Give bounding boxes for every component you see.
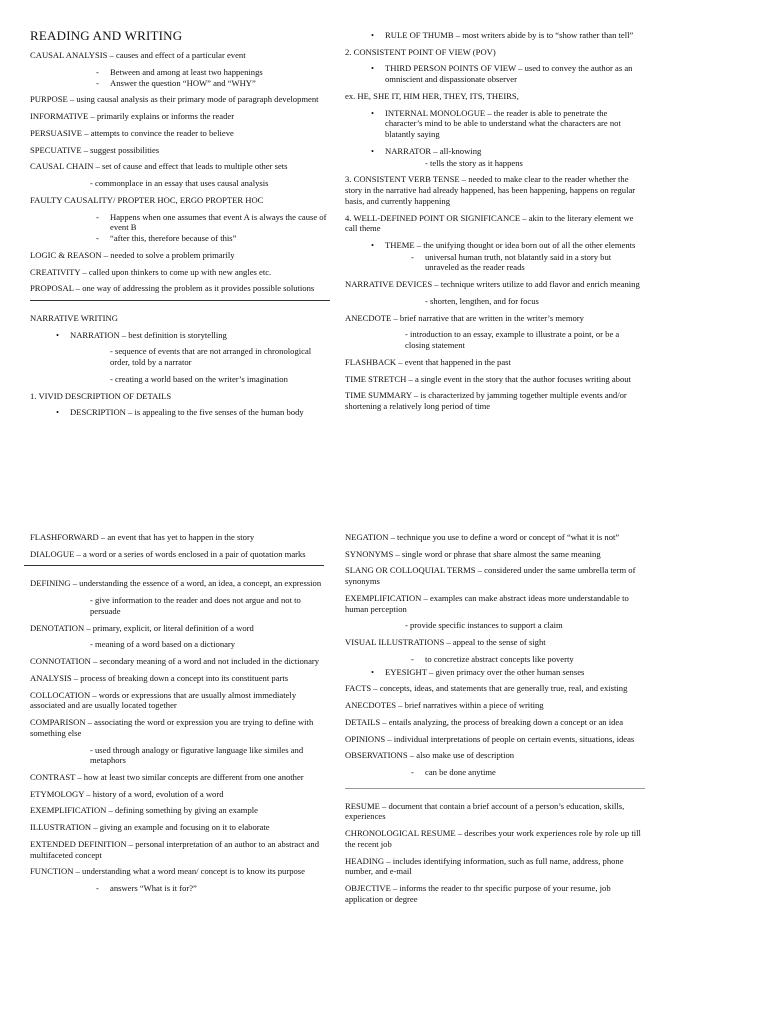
term-chronological-resume: CHRONOLOGICAL RESUME – describes your work experiences role by role up till the recent job bbox=[345, 828, 641, 849]
term-third-person-pov: • THIRD PERSON POINTS OF VIEW – used to convey the author as an omniscient and dispassionate observer bbox=[345, 63, 645, 84]
divider bbox=[24, 565, 324, 566]
term-resume: RESUME – document that contain a brief account of a person’s education, skills, experiences bbox=[345, 800, 625, 822]
dash-item: - Answer the question “HOW” and “WHY” bbox=[110, 78, 330, 89]
term-anecdote: ANECDOTE – brief narrative that are written in the writer’s memory bbox=[345, 312, 584, 323]
bottom-left-column bbox=[30, 532, 330, 900]
narration-note-2: - creating a world based on the writer’s imagination bbox=[110, 373, 288, 384]
exemplification-note: - provide specific instances to support a claim bbox=[405, 620, 563, 631]
term-rule-of-thumb: • RULE OF THUMB – most writers abide by is to “show rather than tell” bbox=[345, 30, 645, 41]
term-defining: DEFINING – understanding the essence of a word, an idea, a concept, an expression bbox=[30, 578, 322, 589]
term-purpose: PURPOSE – using causal analysis as their primary mode of paragraph development bbox=[30, 94, 319, 105]
term-narrative-devices: NARRATIVE DEVICES – technique writers utilize to add flavor and enrich meaning bbox=[345, 279, 640, 290]
term-anecdotes: ANECDOTES – brief narratives within a piece of writing bbox=[345, 700, 544, 711]
comparison-note: - used through analogy or figurative language like similes and metaphors bbox=[90, 744, 304, 766]
term-faulty-causality: FAULTY CAUSALITY/ PROPTER HOC, ERGO PROPTER HOC bbox=[30, 194, 264, 205]
term-etymology: ETYMOLOGY – history of a word, evolution of a word bbox=[30, 788, 224, 799]
term-connotation: CONNOTATION – secondary meaning of a word and not included in the dictionary bbox=[30, 656, 320, 667]
term-contrast: CONTRAST – how at least two similar concepts are different from one another bbox=[30, 772, 304, 783]
term-logic-reason: LOGIC & REASON – needed to solve a problem primarily bbox=[30, 249, 235, 260]
causal-dash-list bbox=[30, 67, 330, 88]
term-analysis: ANALYSIS – process of breaking down a concept into its constituent parts bbox=[30, 672, 289, 683]
dash-item: - Between and among at least two happenings bbox=[110, 67, 330, 78]
divider bbox=[30, 300, 330, 301]
term-flashback: FLASHBACK – event that happened in the past bbox=[345, 356, 511, 367]
pov-example: ex. HE, SHE IT, HIM HER, THEY, ITS, THEIRS, bbox=[345, 90, 519, 101]
term-informative: INFORMATIVE – primarily explains or informs the reader bbox=[30, 111, 235, 122]
anecdote-note: - introduction to an essay, example to illustrate a point, or be a closing statement bbox=[405, 329, 620, 351]
narrator-note: - tells the story as it happens bbox=[425, 157, 523, 168]
term-narrator: • NARRATOR – all-knowing bbox=[345, 146, 645, 157]
section-vivid-description: 1. VIVID DESCRIPTION OF DETAILS bbox=[30, 390, 172, 401]
term-dialogue: DIALOGUE – a word or a series of words enclosed in a pair of quotation marks bbox=[30, 548, 306, 559]
term-narration: • NARRATION – best definition is storytelling bbox=[30, 330, 330, 341]
faulty-dash-list bbox=[30, 212, 330, 244]
function-dash-list bbox=[30, 883, 330, 894]
term-persuasive: PERSUASIVE – attempts to convince the reader to believe bbox=[30, 127, 234, 138]
term-opinions: OPINIONS – individual interpretations of people on certain events, situations, ideas bbox=[345, 733, 635, 744]
section-narrative-writing: NARRATIVE WRITING bbox=[30, 313, 118, 323]
term-visual-illustrations: VISUAL ILLUSTRATIONS – appeal to the sense of sight bbox=[345, 637, 546, 648]
devices-note: - shorten, lengthen, and for focus bbox=[425, 295, 539, 306]
term-denotation: DENOTATION – primary, explicit, or literal definition of a word bbox=[30, 622, 254, 633]
term-description: • DESCRIPTION – is appealing to the five senses of the human body bbox=[30, 407, 330, 418]
dash-item: - to concretize abstract concepts like poverty bbox=[425, 654, 645, 665]
term-illustration: ILLUSTRATION – giving an example and focusing on it to elaborate bbox=[30, 822, 270, 833]
dash-item: - Happens when one assumes that event A is always the cause of event B bbox=[110, 212, 330, 233]
divider bbox=[345, 788, 645, 789]
visual-dash-list bbox=[345, 654, 645, 665]
term-causal-analysis: CAUSAL ANALYSIS – causes and effect of a particular event bbox=[30, 50, 246, 61]
term-function: FUNCTION – understanding what a word mean/ concept is to know its purpose bbox=[30, 866, 305, 877]
term-exemplification-2: EXEMPLIFICATION – examples can make abstract ideas more understandable to human perception bbox=[345, 592, 629, 614]
term-eyesight: • EYESIGHT – given primacy over the other human senses bbox=[345, 667, 645, 678]
section-point-significance: 4. WELL-DEFINED POINT OR SIGNIFICANCE – akin to the literary element we call theme bbox=[345, 212, 634, 234]
term-time-stretch: TIME STRETCH – a single event in the story that the author focuses writing about bbox=[345, 373, 631, 384]
term-collocation: COLLOCATION – words or expressions that are usually almost immediately associated and are usually located together bbox=[30, 689, 297, 711]
term-facts: FACTS – concepts, ideas, and statements that are generally true, real, and existing bbox=[345, 683, 628, 694]
observations-dash-list bbox=[345, 767, 645, 778]
term-flashforward: FLASHFORWARD – an event that has yet to happen in the story bbox=[30, 532, 255, 542]
term-heading: HEADING – includes identifying information, such as full name, address, phone number, and e-mail bbox=[345, 855, 624, 877]
dash-item: - answers “What is it for?” bbox=[110, 883, 330, 894]
defining-note: - give information to the reader and does not argue and not to persuade bbox=[90, 595, 301, 616]
bottom-right-column bbox=[345, 532, 645, 911]
narration-note-1: - sequence of events that are not arranged in chronological order, told by a narrator bbox=[110, 346, 312, 368]
section-pov: 2. CONSISTENT POINT OF VIEW (POV) bbox=[345, 46, 496, 57]
page-title: READING AND WRITING bbox=[30, 28, 183, 43]
denotation-note: - meaning of a word based on a dictionary bbox=[90, 639, 236, 650]
theme-dash-list bbox=[345, 252, 645, 273]
term-time-summary: TIME SUMMARY – is characterized by jamming together multiple events and/or shortening a relatively long period of time bbox=[345, 390, 627, 412]
dash-item: - “after this, therefore because of this” bbox=[110, 233, 330, 244]
term-exemplification: EXEMPLIFICATION – defining something by giving an example bbox=[30, 805, 258, 816]
term-extended-definition: EXTENDED DEFINITION – personal interpretation of an author to an abstract and multifaceted concept bbox=[30, 838, 319, 860]
term-causal-chain: CAUSAL CHAIN – set of cause and effect that leads to multiple other sets bbox=[30, 161, 288, 172]
term-creativity: CREATIVITY – called upon thinkers to come up with new angles etc. bbox=[30, 266, 272, 277]
term-details: DETAILS – entails analyzing, the process of breaking down a concept or an idea bbox=[345, 716, 624, 727]
top-right-column bbox=[345, 30, 645, 418]
term-speculative: SPECUATIVE – suggest possibilities bbox=[30, 144, 160, 155]
term-observations: OBSERVATIONS – also make use of description bbox=[345, 750, 515, 761]
dash-item: - can be done anytime bbox=[425, 767, 645, 778]
term-theme: • THEME – the unifying thought or idea born out of all the other elements bbox=[345, 240, 645, 251]
term-objective: OBJECTIVE – informs the reader to thr specific purpose of your resume, job application or degree bbox=[345, 883, 611, 904]
term-slang: SLANG OR COLLOQUIAL TERMS – considered under the same umbrella term of synonyms bbox=[345, 565, 636, 587]
term-negation: NEGATION – technique you use to define a word or concept of “what it is not” bbox=[345, 532, 620, 542]
term-comparison: COMPARISON – associating the word or expression you are trying to define with something else bbox=[30, 717, 314, 738]
term-internal-monologue: • INTERNAL MONOLOGUE – the reader is able to penetrate the character’s mind to be able to understand what the characters are not blatantly saying bbox=[345, 108, 645, 140]
causal-chain-note: - commonplace in an essay that uses causal analysis bbox=[90, 178, 269, 189]
section-verb-tense: 3. CONSISTENT VERB TENSE – needed to make clear to the reader whether the story in the narrative had already happened, has been happening, happens on regular basis, and currently happening bbox=[345, 174, 636, 206]
dash-item: - universal human truth, not blatantly said in a story but unraveled as the reader reads bbox=[425, 252, 645, 273]
top-left-column bbox=[30, 28, 330, 424]
term-synonyms: SYNONYMS – single word or phrase that share almost the same meaning bbox=[345, 548, 601, 559]
term-proposal: PROPOSAL – one way of addressing the problem as it provides possible solutions bbox=[30, 283, 315, 294]
